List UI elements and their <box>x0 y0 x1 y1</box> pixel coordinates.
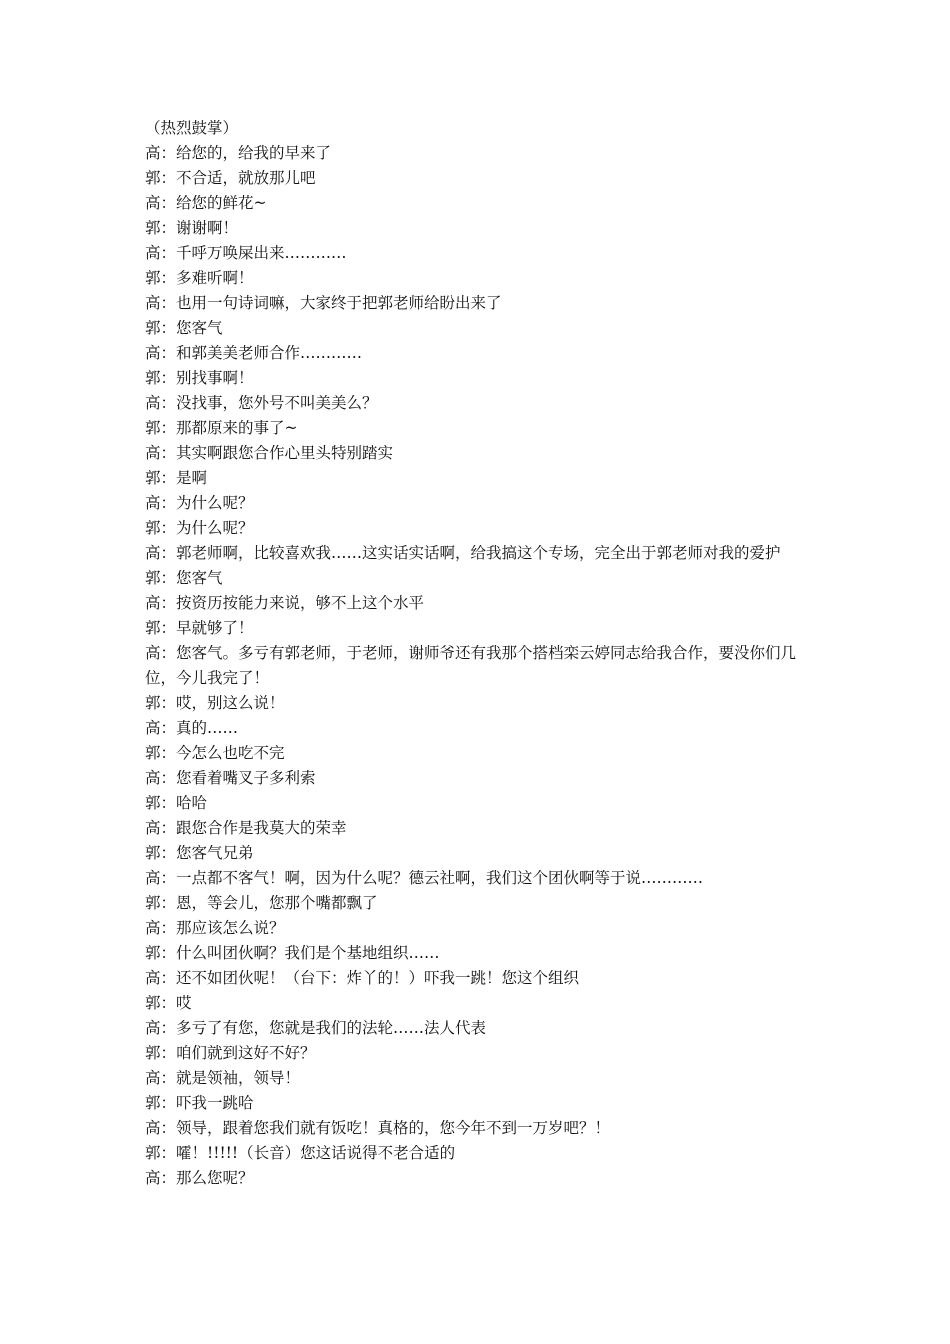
dialogue-line: 郭：是啊 <box>145 469 208 487</box>
dialogue-line: 郭：今怎么也吃不完 <box>145 744 285 762</box>
dialogue-line: 郭：您客气 <box>145 569 223 587</box>
dialogue-line: 郭：多难听啊！ <box>145 269 254 287</box>
dialogue-line: 高：为什么呢？ <box>145 494 254 512</box>
dialogue-line: 高：给您的鲜花~ <box>145 194 267 212</box>
dialogue-line: 郭：吓我一跳哈 <box>145 1094 254 1112</box>
dialogue-line: 高：也用一句诗词嘛，大家终于把郭老师给盼出来了 <box>145 294 502 312</box>
dialogue-line: 高：领导，跟着您我们就有饭吃！真格的，您今年不到一万岁吧？！ <box>145 1119 611 1137</box>
dialogue-line: 郭：什么叫团伙啊？我们是个基地组织…… <box>145 944 440 962</box>
dialogue-line: 高：跟您合作是我莫大的荣幸 <box>145 819 347 837</box>
dialogue-line: 郭：恩，等会儿，您那个嘴都飘了 <box>145 894 378 912</box>
dialogue-line: 高：郭老师啊，比较喜欢我……这实话实话啊，给我搞这个专场，完全出于郭老师对我的爱护 <box>145 544 781 562</box>
dialogue-line: 郭：别找事啊！ <box>145 369 254 387</box>
dialogue-line: 郭：哎，别这么说！ <box>145 694 285 712</box>
dialogue-line: 郭：咱们就到这好不好？ <box>145 1044 316 1062</box>
dialogue-line: 高：千呼万唤屎出来………… <box>145 244 347 262</box>
dialogue-line: 高：多亏了有您，您就是我们的法轮……法人代表 <box>145 1019 487 1037</box>
dialogue-line: 郭：为什么呢？ <box>145 519 254 537</box>
dialogue-line: 郭：哈哈 <box>145 794 208 812</box>
dialogue-line: 高：那应该怎么说？ <box>145 919 285 937</box>
dialogue-line: 高：一点都不客气！啊，因为什么呢？德云社啊，我们这个团伙啊等于说………… <box>145 869 704 887</box>
dialogue-line: 高：您客气。多亏有郭老师，于老师，谢师爷还有我那个搭档栾云婷同志给我合作，要没你们几位，今儿我完了！ <box>145 644 797 687</box>
dialogue-line: （热烈鼓掌） <box>145 119 239 137</box>
dialogue-line: 高：真的…… <box>145 719 239 737</box>
dialogue-line: 郭：您客气兄弟 <box>145 844 254 862</box>
dialogue-line: 高：其实啊跟您合作心里头特别踏实 <box>145 444 394 462</box>
dialogue-line: 高：那么您呢？ <box>145 1169 254 1187</box>
dialogue-line: 高：和郭美美老师合作………… <box>145 344 363 362</box>
dialogue-line: 高：给您的，给我的早来了 <box>145 144 332 162</box>
dialogue-line: 高：您看着嘴叉子多利索 <box>145 769 316 787</box>
dialogue-line: 郭：嚯！!!!!!（长音）您这话说得不老合适的 <box>145 1144 456 1162</box>
dialogue-line: 郭：您客气 <box>145 319 223 337</box>
dialogue-line: 郭：谢谢啊！ <box>145 219 239 237</box>
dialogue-line: 高：就是领袖，领导！ <box>145 1069 301 1087</box>
dialogue-line: 郭：那都原来的事了~ <box>145 419 298 437</box>
dialogue-line: 郭：不合适，就放那儿吧 <box>145 169 316 187</box>
dialogue-line: 高：按资历按能力来说，够不上这个水平 <box>145 594 425 612</box>
dialogue-line: 高：没找事，您外号不叫美美么？ <box>145 394 378 412</box>
dialogue-transcript <box>145 116 815 1191</box>
dialogue-line: 高：还不如团伙呢！（台下：炸丫的！）吓我一跳！您这个组织 <box>145 969 580 987</box>
dialogue-line: 郭：哎 <box>145 994 192 1012</box>
dialogue-line: 郭：早就够了！ <box>145 619 254 637</box>
